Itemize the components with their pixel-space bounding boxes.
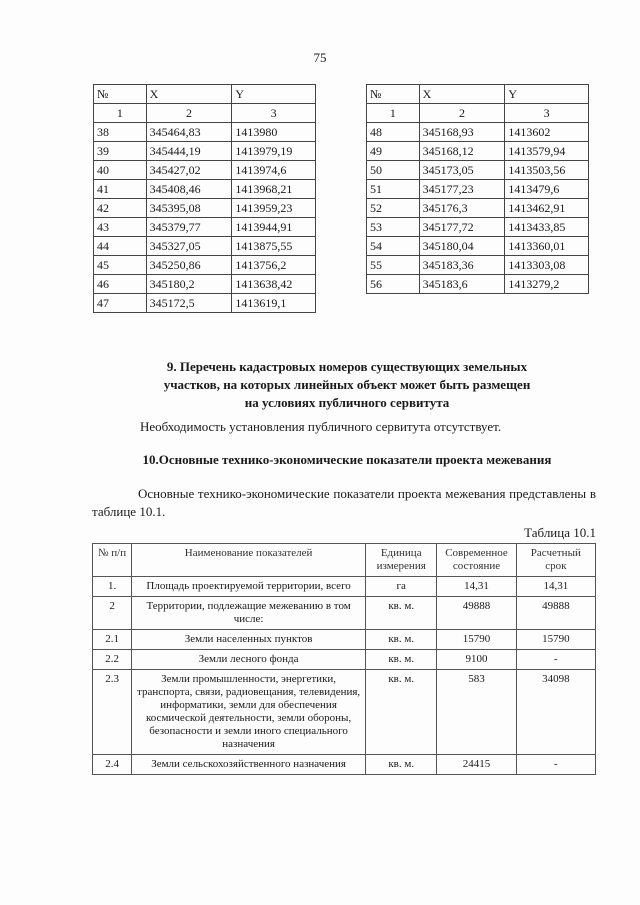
table-cell: 54 <box>367 237 420 256</box>
header-number: № п/п <box>93 544 132 577</box>
table-cell: 1413462,91 <box>505 199 589 218</box>
table-cell: 345177,23 <box>419 180 505 199</box>
table-cell: 2 <box>419 104 505 123</box>
table-cell: 15790 <box>437 630 516 650</box>
table-cell: 56 <box>367 275 420 294</box>
table-cell: 1413968,21 <box>232 180 316 199</box>
table-row <box>94 275 316 294</box>
table-cell: 1. <box>93 577 132 597</box>
table-cell: 15790 <box>516 630 595 650</box>
table-cell: 49888 <box>437 597 516 630</box>
table-row <box>93 630 596 650</box>
table-cell: кв. м. <box>366 597 437 630</box>
table-row <box>367 218 589 237</box>
table-cell: 1413503,56 <box>505 161 589 180</box>
header-current: Современное состояние <box>437 544 516 577</box>
table-header-row <box>94 85 316 104</box>
table-cell: 2.1 <box>93 630 132 650</box>
table-cell: 1413619,1 <box>232 294 316 313</box>
table-cell: 39 <box>94 142 147 161</box>
table-cell: 45 <box>94 256 147 275</box>
table-row <box>367 161 589 180</box>
table-cell: 1413479,6 <box>505 180 589 199</box>
table-row <box>94 237 316 256</box>
table-cell: 38 <box>94 123 147 142</box>
table-cell: 345395,08 <box>146 199 232 218</box>
table-cell: 53 <box>367 218 420 237</box>
table-cell: 9100 <box>437 650 516 670</box>
table-cell: 345176,3 <box>419 199 505 218</box>
table-cell: 51 <box>367 180 420 199</box>
table-cell: 52 <box>367 199 420 218</box>
table-cell: X <box>419 85 505 104</box>
table-header-row <box>367 85 589 104</box>
table-cell: 1 <box>367 104 420 123</box>
section-9-title <box>92 358 602 412</box>
header-planned: Расчетный срок <box>516 544 595 577</box>
table-subheader-row <box>367 104 589 123</box>
indicators-header-row <box>93 544 596 577</box>
table-cell: 345168,93 <box>419 123 505 142</box>
table-row <box>93 670 596 755</box>
table-cell: 47 <box>94 294 147 313</box>
table-cell: 3 <box>505 104 589 123</box>
table-row <box>367 275 589 294</box>
table-cell: га <box>366 577 437 597</box>
table-cell: 49 <box>367 142 420 161</box>
table-row <box>94 294 316 313</box>
table-cell: 46 <box>94 275 147 294</box>
table-cell: кв. м. <box>366 650 437 670</box>
coordinates-table-left <box>93 84 316 313</box>
page-number: 75 <box>313 50 327 65</box>
table-cell: 2.2 <box>93 650 132 670</box>
table-cell: 1413974,6 <box>232 161 316 180</box>
table-cell: - <box>516 755 595 775</box>
table-row <box>94 123 316 142</box>
table-cell: 2 <box>93 597 132 630</box>
table-cell: 345444,19 <box>146 142 232 161</box>
table-row <box>93 755 596 775</box>
coordinates-table-right <box>366 84 589 294</box>
table-cell: 42 <box>94 199 147 218</box>
table-cell: 583 <box>437 670 516 755</box>
table-cell: 2.4 <box>93 755 132 775</box>
table-caption: Таблица 10.1 <box>524 525 596 540</box>
table-row <box>93 597 596 630</box>
table-cell: 345379,77 <box>146 218 232 237</box>
table-cell: кв. м. <box>366 755 437 775</box>
table-cell: 345427,02 <box>146 161 232 180</box>
table-cell: 1413980 <box>232 123 316 142</box>
table-cell: 1 <box>94 104 147 123</box>
table-cell: 2.3 <box>93 670 132 755</box>
table-row <box>93 650 596 670</box>
table-row <box>367 237 589 256</box>
table-cell: Y <box>232 85 316 104</box>
table-row <box>94 180 316 199</box>
table-cell: 345327,05 <box>146 237 232 256</box>
table-cell: 49888 <box>516 597 595 630</box>
table-row <box>367 256 589 275</box>
table-cell: 345180,2 <box>146 275 232 294</box>
table-cell: 1413875,55 <box>232 237 316 256</box>
table-cell: 44 <box>94 237 147 256</box>
table-cell: 1413279,2 <box>505 275 589 294</box>
table-cell: - <box>516 650 595 670</box>
table-cell: 48 <box>367 123 420 142</box>
table-cell: Площадь проектируемой территории, всего <box>132 577 366 597</box>
table-cell: 1413433,85 <box>505 218 589 237</box>
table-cell: 1413756,2 <box>232 256 316 275</box>
table-cell: кв. м. <box>366 670 437 755</box>
table-cell: кв. м. <box>366 630 437 650</box>
table-row <box>94 142 316 161</box>
table-cell: 1413303,08 <box>505 256 589 275</box>
section-9-text: Необходимость установления публичного сервитута отсутствует. <box>140 419 502 434</box>
section-9-title-line: на условиях публичного сервитута <box>244 395 450 410</box>
section-10-title: 10.Основные технико-экономические показатели проекта межевания <box>142 452 552 467</box>
table-cell: 41 <box>94 180 147 199</box>
table-cell: 345172,5 <box>146 294 232 313</box>
table-cell: 345464,83 <box>146 123 232 142</box>
table-cell: 1413979,19 <box>232 142 316 161</box>
table-cell: 40 <box>94 161 147 180</box>
table-cell: 3 <box>232 104 316 123</box>
table-row <box>367 123 589 142</box>
table-row <box>94 161 316 180</box>
table-row <box>94 218 316 237</box>
table-row <box>367 180 589 199</box>
table-cell: 1413959,23 <box>232 199 316 218</box>
table-cell: X <box>146 85 232 104</box>
section-9-title-line: участков, на которых линейных объект может быть размещен <box>163 377 531 392</box>
table-cell: 14,31 <box>437 577 516 597</box>
table-cell: 1413360,01 <box>505 237 589 256</box>
table-cell: 345408,46 <box>146 180 232 199</box>
table-row <box>94 256 316 275</box>
table-cell: 345250,86 <box>146 256 232 275</box>
table-cell: 1413602 <box>505 123 589 142</box>
table-cell: Земли сельскохозяйственного назначения <box>132 755 366 775</box>
table-cell: № <box>94 85 147 104</box>
table-cell: Земли населенных пунктов <box>132 630 366 650</box>
table-subheader-row <box>94 104 316 123</box>
table-cell: 1413579,94 <box>505 142 589 161</box>
table-cell: 345168,12 <box>419 142 505 161</box>
table-cell: 345177,72 <box>419 218 505 237</box>
table-row <box>367 142 589 161</box>
table-cell: 34098 <box>516 670 595 755</box>
table-cell: 345180,04 <box>419 237 505 256</box>
table-cell: Территории, подлежащие межеванию в том числе: <box>132 597 366 630</box>
table-cell: 1413638,42 <box>232 275 316 294</box>
table-cell: 345173,05 <box>419 161 505 180</box>
table-cell: 2 <box>146 104 232 123</box>
section-9-title-line: 9. Перечень кадастровых номеров существующих земельных <box>166 359 528 374</box>
table-cell: 345183,6 <box>419 275 505 294</box>
header-name: Наименование показателей <box>132 544 366 577</box>
indicators-table <box>92 543 596 775</box>
table-cell: 14,31 <box>516 577 595 597</box>
table-cell: 24415 <box>437 755 516 775</box>
table-row <box>94 199 316 218</box>
table-cell: 1413944,91 <box>232 218 316 237</box>
table-cell: Земли промышленности, энергетики, транспорта, связи, радиовещания, телевидения, информатики, земли для обеспечения космической деятельности, земли обороны, безопасности и земли иного специального назначения <box>132 670 366 755</box>
table-cell: 43 <box>94 218 147 237</box>
table-cell: 55 <box>367 256 420 275</box>
section-10-text: Основные технико-экономические показатели проекта межевания представлены в таблице 10.1. <box>92 486 596 519</box>
table-row <box>367 199 589 218</box>
table-cell: Y <box>505 85 589 104</box>
table-cell: Земли лесного фонда <box>132 650 366 670</box>
table-cell: 345183,36 <box>419 256 505 275</box>
table-row <box>93 577 596 597</box>
table-cell: № <box>367 85 420 104</box>
table-cell: 50 <box>367 161 420 180</box>
header-unit: Единица измерения <box>366 544 437 577</box>
